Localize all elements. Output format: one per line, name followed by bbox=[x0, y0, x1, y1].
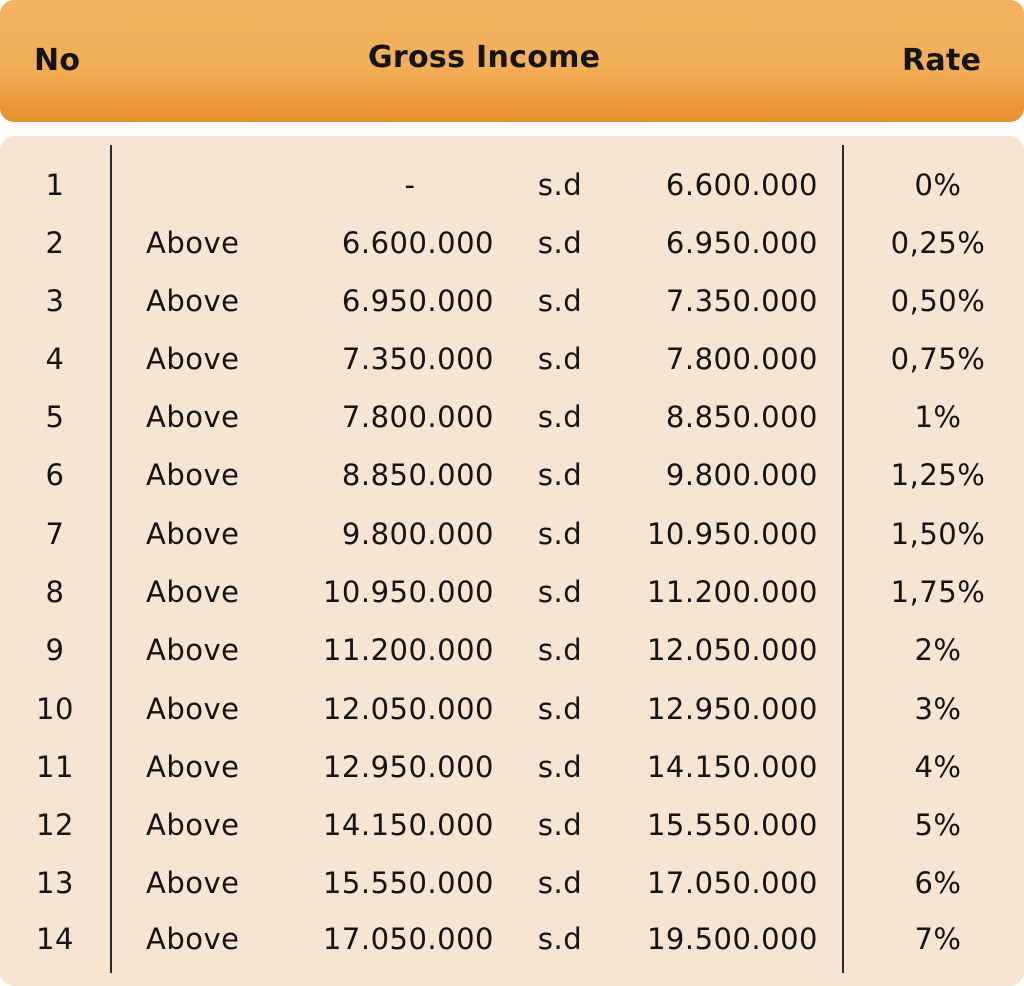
row-sd: s.d bbox=[537, 400, 583, 434]
table-row bbox=[0, 800, 1024, 850]
row-from: 7.800.000 bbox=[341, 400, 494, 434]
row-from: 9.800.000 bbox=[341, 517, 494, 551]
row-no: 13 bbox=[36, 866, 74, 900]
row-no: 10 bbox=[36, 692, 74, 726]
row-above: Above bbox=[146, 517, 240, 551]
row-no: 2 bbox=[45, 226, 65, 260]
row-to: 11.200.000 bbox=[646, 575, 818, 609]
row-sd: s.d bbox=[537, 866, 583, 900]
row-no: 12 bbox=[36, 808, 74, 842]
table-row bbox=[0, 742, 1024, 792]
row-above: Above bbox=[146, 575, 240, 609]
row-rate: 7% bbox=[914, 922, 962, 956]
row-above: Above bbox=[146, 808, 240, 842]
row-no: 5 bbox=[45, 400, 65, 434]
row-rate: 4% bbox=[914, 750, 962, 784]
row-sd: s.d bbox=[537, 692, 583, 726]
row-from: 11.200.000 bbox=[322, 633, 494, 667]
table-row bbox=[0, 218, 1024, 268]
row-rate: 0% bbox=[914, 168, 962, 202]
row-rate: 3% bbox=[914, 692, 962, 726]
row-above: Above bbox=[146, 922, 240, 956]
table-row bbox=[0, 625, 1024, 675]
row-to: 12.950.000 bbox=[646, 692, 818, 726]
row-to: 6.950.000 bbox=[665, 226, 818, 260]
table-row bbox=[0, 334, 1024, 384]
row-above: Above bbox=[146, 633, 240, 667]
row-sd: s.d bbox=[537, 750, 583, 784]
row-to: 7.350.000 bbox=[665, 284, 818, 318]
row-sd: s.d bbox=[537, 922, 583, 956]
row-rate: 6% bbox=[914, 866, 962, 900]
row-from: 14.150.000 bbox=[322, 808, 494, 842]
row-above: Above bbox=[146, 342, 240, 376]
row-to: 14.150.000 bbox=[646, 750, 818, 784]
row-above: Above bbox=[146, 400, 240, 434]
row-rate: 1,75% bbox=[890, 575, 986, 609]
table-row bbox=[0, 684, 1024, 734]
table-row bbox=[0, 392, 1024, 442]
row-from: 15.550.000 bbox=[322, 866, 494, 900]
row-no: 4 bbox=[45, 342, 65, 376]
row-to: 7.800.000 bbox=[665, 342, 818, 376]
row-sd: s.d bbox=[537, 226, 583, 260]
table-row bbox=[0, 276, 1024, 326]
row-no: 14 bbox=[36, 922, 74, 956]
row-sd: s.d bbox=[537, 458, 583, 492]
row-sd: s.d bbox=[537, 342, 583, 376]
header-rate: Rate bbox=[902, 43, 982, 78]
table-row bbox=[0, 509, 1024, 559]
row-no: 1 bbox=[45, 168, 65, 202]
row-sd: s.d bbox=[537, 517, 583, 551]
row-from: 10.950.000 bbox=[322, 575, 494, 609]
table-row bbox=[0, 160, 1024, 210]
row-from: 12.050.000 bbox=[322, 692, 494, 726]
table-row bbox=[0, 914, 1024, 964]
row-no: 9 bbox=[45, 633, 65, 667]
row-sd: s.d bbox=[537, 808, 583, 842]
row-rate: 5% bbox=[914, 808, 962, 842]
row-above: Above bbox=[146, 692, 240, 726]
row-above: Above bbox=[146, 750, 240, 784]
row-rate: 1,50% bbox=[890, 517, 986, 551]
row-above: Above bbox=[146, 226, 240, 260]
row-to: 19.500.000 bbox=[646, 922, 818, 956]
row-from: 7.350.000 bbox=[341, 342, 494, 376]
row-no: 7 bbox=[45, 517, 65, 551]
row-from: 6.950.000 bbox=[341, 284, 494, 318]
row-no: 3 bbox=[45, 284, 65, 318]
row-to: 12.050.000 bbox=[646, 633, 818, 667]
row-rate: 2% bbox=[914, 633, 962, 667]
row-to: 17.050.000 bbox=[646, 866, 818, 900]
header-no: No bbox=[34, 43, 81, 78]
row-rate: 0,50% bbox=[890, 284, 986, 318]
row-sd: s.d bbox=[537, 575, 583, 609]
row-to: 10.950.000 bbox=[646, 517, 818, 551]
row-above: Above bbox=[146, 458, 240, 492]
row-to: 8.850.000 bbox=[665, 400, 818, 434]
row-no: 6 bbox=[45, 458, 65, 492]
row-sd: s.d bbox=[537, 633, 583, 667]
row-rate: 1,25% bbox=[890, 458, 986, 492]
row-to: 6.600.000 bbox=[665, 168, 818, 202]
row-above: Above bbox=[146, 284, 240, 318]
row-rate: 1% bbox=[914, 400, 962, 434]
header-gross-income: Gross Income bbox=[368, 40, 601, 75]
table-row bbox=[0, 450, 1024, 500]
row-rate: 0,75% bbox=[890, 342, 986, 376]
row-sd: s.d bbox=[537, 284, 583, 318]
row-rate: 0,25% bbox=[890, 226, 986, 260]
row-to: 15.550.000 bbox=[646, 808, 818, 842]
row-from: - bbox=[404, 168, 416, 202]
row-from: 6.600.000 bbox=[341, 226, 494, 260]
row-above: Above bbox=[146, 866, 240, 900]
row-from: 8.850.000 bbox=[341, 458, 494, 492]
row-from: 17.050.000 bbox=[322, 922, 494, 956]
row-from: 12.950.000 bbox=[322, 750, 494, 784]
row-sd: s.d bbox=[537, 168, 583, 202]
row-no: 8 bbox=[45, 575, 65, 609]
table-row bbox=[0, 858, 1024, 908]
table-row bbox=[0, 567, 1024, 617]
row-no: 11 bbox=[36, 750, 74, 784]
row-to: 9.800.000 bbox=[665, 458, 818, 492]
